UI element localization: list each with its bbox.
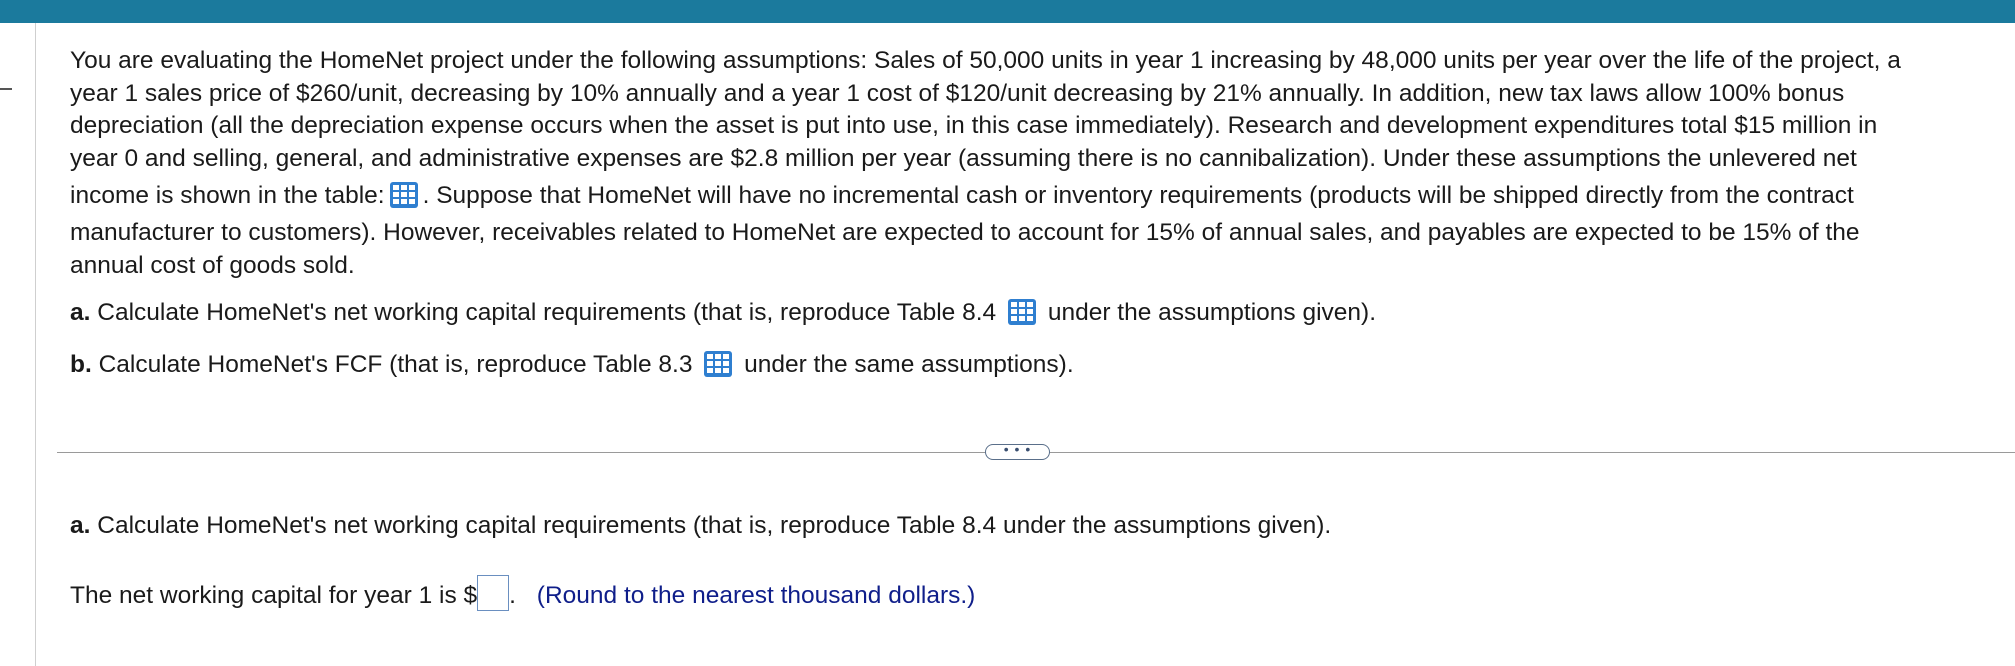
part-b-text: Calculate HomeNet's FCF (that is, reproduce Table 8.3 [98, 351, 693, 378]
question-line: You are evaluating the HomeNet project under the following assumptions: Sales of 50,000 units in year 1 increasing by 48,000 units per year over the life of the project, a [70, 47, 1901, 74]
left-collapse-marker[interactable] [0, 88, 12, 90]
question-line: year 0 and selling, general, and administrative expenses are $2.8 million per year (assuming there is no cannibalization). Under these assumptions the unlevered net [70, 144, 1857, 172]
question-line [70, 175, 2010, 217]
part-a-text-end: under the assumptions given). [1047, 299, 1377, 326]
question-line-text: . Suppose that HomeNet will have no incremental cash or inventory requirements (products will be shipped directly from the contract [422, 182, 1854, 209]
question-line: year 1 sales price of $260/unit, decreasing by 10% annually and a year 1 cost of $120/unit decreasing by 21% annually. In addition, new tax laws allow 100% bonus [70, 79, 1845, 107]
question-line: annual cost of goods sold. [70, 251, 355, 279]
answer-input[interactable] [477, 575, 509, 611]
answer-section-text: Calculate HomeNet's net working capital requirements (that is, reproduce Table 8.4 under the assumptions given). [97, 512, 1332, 539]
question-line: depreciation (all the depreciation expense occurs when the asset is put into use, in this case immediately). Research and development expenditures total $15 million in [70, 112, 1878, 139]
question-line-text: income is shown in the table: [70, 182, 385, 209]
part-b-prompt [70, 350, 1074, 379]
table-grid-icon[interactable] [703, 350, 733, 378]
question-text [70, 45, 2010, 282]
rounding-hint: (Round to the nearest thousand dollars.) [536, 582, 976, 609]
answer-section-label: a. [70, 512, 91, 539]
part-a-label: a. [70, 299, 91, 326]
answer-section-prompt [70, 512, 1331, 540]
answer-period: . [509, 582, 516, 609]
part-b-label: b. [70, 351, 92, 378]
answer-row [70, 575, 975, 611]
table-grid-icon[interactable] [389, 181, 419, 209]
part-a-text: Calculate HomeNet's net working capital requirements (that is, reproduce Table 8.4 [97, 299, 997, 326]
left-divider [35, 23, 36, 666]
answer-label: The net working capital for year 1 is $ [70, 582, 478, 609]
question-line: manufacturer to customers). However, receivables related to HomeNet are expected to account for 15% of annual sales, and payables are expected to be 15% of the [70, 219, 1860, 246]
part-b-text-end: under the same assumptions). [744, 351, 1074, 378]
table-grid-icon[interactable] [1007, 298, 1037, 326]
top-banner [0, 0, 2015, 23]
expand-more-button[interactable]: • • • [985, 444, 1050, 460]
part-a-prompt [70, 298, 1376, 327]
